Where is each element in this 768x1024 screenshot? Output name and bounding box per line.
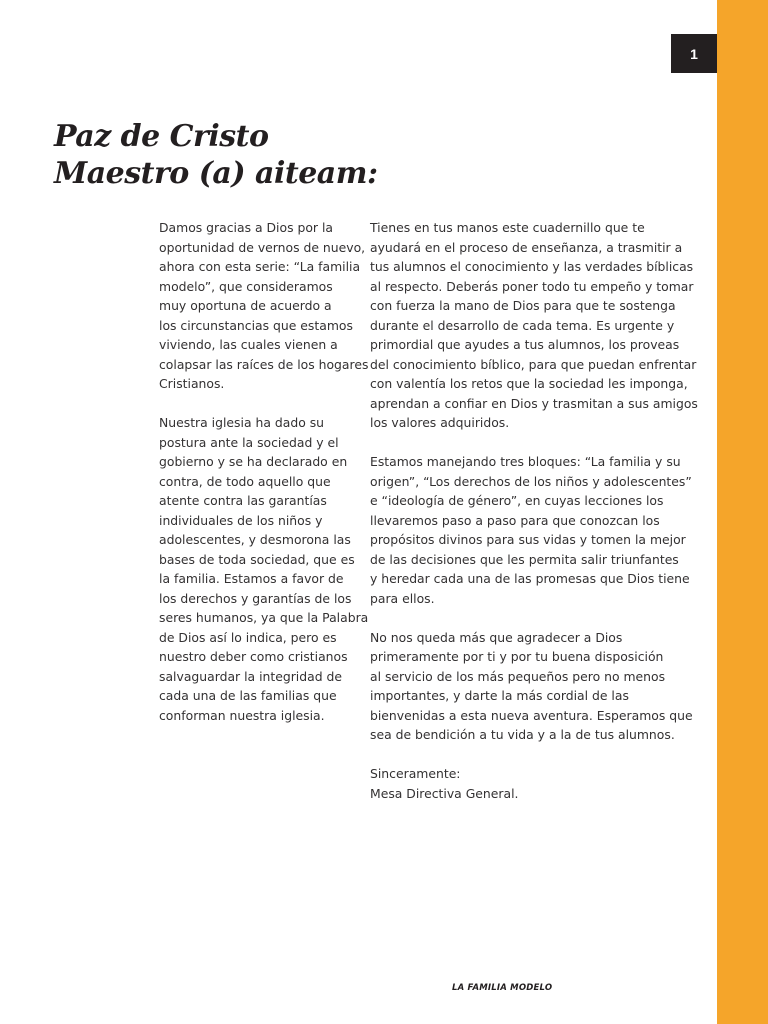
text-line: de las decisiones que les permita salir triunfantes	[370, 551, 679, 567]
text-line: aprendan a confiar en Dios y trasmitan a sus amigos	[370, 395, 698, 411]
paragraph	[370, 452, 692, 608]
paragraph	[159, 413, 369, 725]
text-line: bases de toda sociedad, que es	[159, 551, 355, 567]
text-line: primordial que ayudes a tus alumnos, los proveas	[370, 337, 680, 352]
text-line: primeramente por ti y por tu buena disposición	[370, 649, 664, 664]
text-line: Tienes en tus manos este cuadernillo que te	[370, 220, 645, 235]
text-line: de Dios así lo indica, pero es	[159, 629, 337, 645]
accent-side-band	[717, 0, 768, 1024]
text-line: y heredar cada una de las promesas que Dios tiene	[370, 571, 690, 586]
paragraph	[370, 764, 678, 803]
text-line: modelo”, que consideramos	[159, 278, 333, 294]
text-line: individuales de los niños y	[159, 512, 323, 528]
left-text-column	[159, 218, 369, 745]
text-line: tus alumnos el conocimiento y las verdades bíblicas	[370, 259, 694, 274]
text-line: cada una de las familias que	[159, 688, 337, 703]
text-line: salvaguardar la integridad de	[159, 668, 342, 684]
text-line: viviendo, las cuales vienen a	[159, 337, 338, 352]
text-line: para ellos.	[370, 590, 435, 606]
footer-series-title: LA FAMILIA MODELO	[452, 983, 553, 993]
text-line: llevaremos paso a paso para que conozcan los	[370, 512, 660, 528]
text-line: oportunidad de vernos de nuevo,	[159, 239, 366, 255]
text-line: e “ideología de género”, en cuyas lecciones los	[370, 493, 664, 508]
text-line: contra, de todo aquello que	[159, 473, 331, 489]
text-line: seres humanos, ya que la Palabra	[159, 610, 369, 625]
text-line: conforman nuestra iglesia.	[159, 707, 325, 723]
page-number-badge: 1	[671, 34, 717, 73]
text-line: gobierno y se ha declarado en	[159, 454, 348, 469]
text-line: muy oportuna de acuerdo a	[159, 298, 332, 313]
text-line: No nos queda más que agradecer a Dios	[370, 629, 623, 645]
text-line: ayudará en el proceso de enseñanza, a trasmitir a	[370, 239, 683, 255]
text-line: Nuestra iglesia ha dado su	[159, 415, 325, 430]
text-line: Cristianos.	[159, 376, 225, 391]
text-line: origen”, “Los derechos de los niños y adolescentes”	[370, 473, 692, 489]
title-line-2: Maestro (a) aiteam:	[54, 156, 378, 191]
text-line: bienvenidas a esta nueva aventura. Esperamos que	[370, 707, 693, 723]
text-line: colapsar las raíces de los hogares	[159, 356, 369, 372]
text-line: nuestro deber como cristianos	[159, 649, 348, 664]
text-line: Mesa Directiva General.	[370, 785, 519, 801]
text-line: sea de bendición a tu vida y a la de tus alumnos.	[370, 727, 675, 742]
text-line: la familia. Estamos a favor de	[159, 571, 344, 586]
paragraph	[370, 628, 693, 745]
text-line: ahora con esta serie: “La familia	[159, 259, 361, 274]
title-line-1: Paz de Cristo	[54, 119, 269, 154]
text-line: Sinceramente:	[370, 766, 461, 781]
text-line: los derechos y garantías de los	[159, 590, 352, 606]
text-line: del conocimiento bíblico, para que puedan enfrentar	[370, 356, 697, 372]
text-line: Estamos manejando tres bloques: “La familia y su	[370, 454, 681, 469]
text-line: al servicio de los más pequeños pero no menos	[370, 668, 666, 684]
text-line: al respecto. Deberás poner todo tu empeño y tomar	[370, 278, 694, 294]
text-line: postura ante la sociedad y el	[159, 434, 339, 450]
text-line: propósitos divinos para sus vidas y tomen la mejor	[370, 532, 686, 547]
page-title	[54, 118, 474, 192]
paragraph	[159, 218, 369, 394]
text-line: con valentía los retos que la sociedad les imponga,	[370, 376, 688, 391]
text-line: adolescentes, y desmorona las	[159, 532, 351, 547]
text-line: importantes, y darte la más cordial de las	[370, 688, 629, 703]
text-line: con fuerza la mano de Dios para que te sostenga	[370, 298, 676, 313]
paragraph	[370, 218, 698, 433]
text-line: los circunstancias que estamos	[159, 317, 353, 333]
text-line: durante el desarrollo de cada tema. Es urgente y	[370, 317, 675, 333]
text-line: Damos gracias a Dios por la	[159, 220, 333, 235]
right-text-column	[370, 218, 698, 823]
text-line: los valores adquiridos.	[370, 415, 510, 430]
text-line: atente contra las garantías	[159, 493, 327, 508]
